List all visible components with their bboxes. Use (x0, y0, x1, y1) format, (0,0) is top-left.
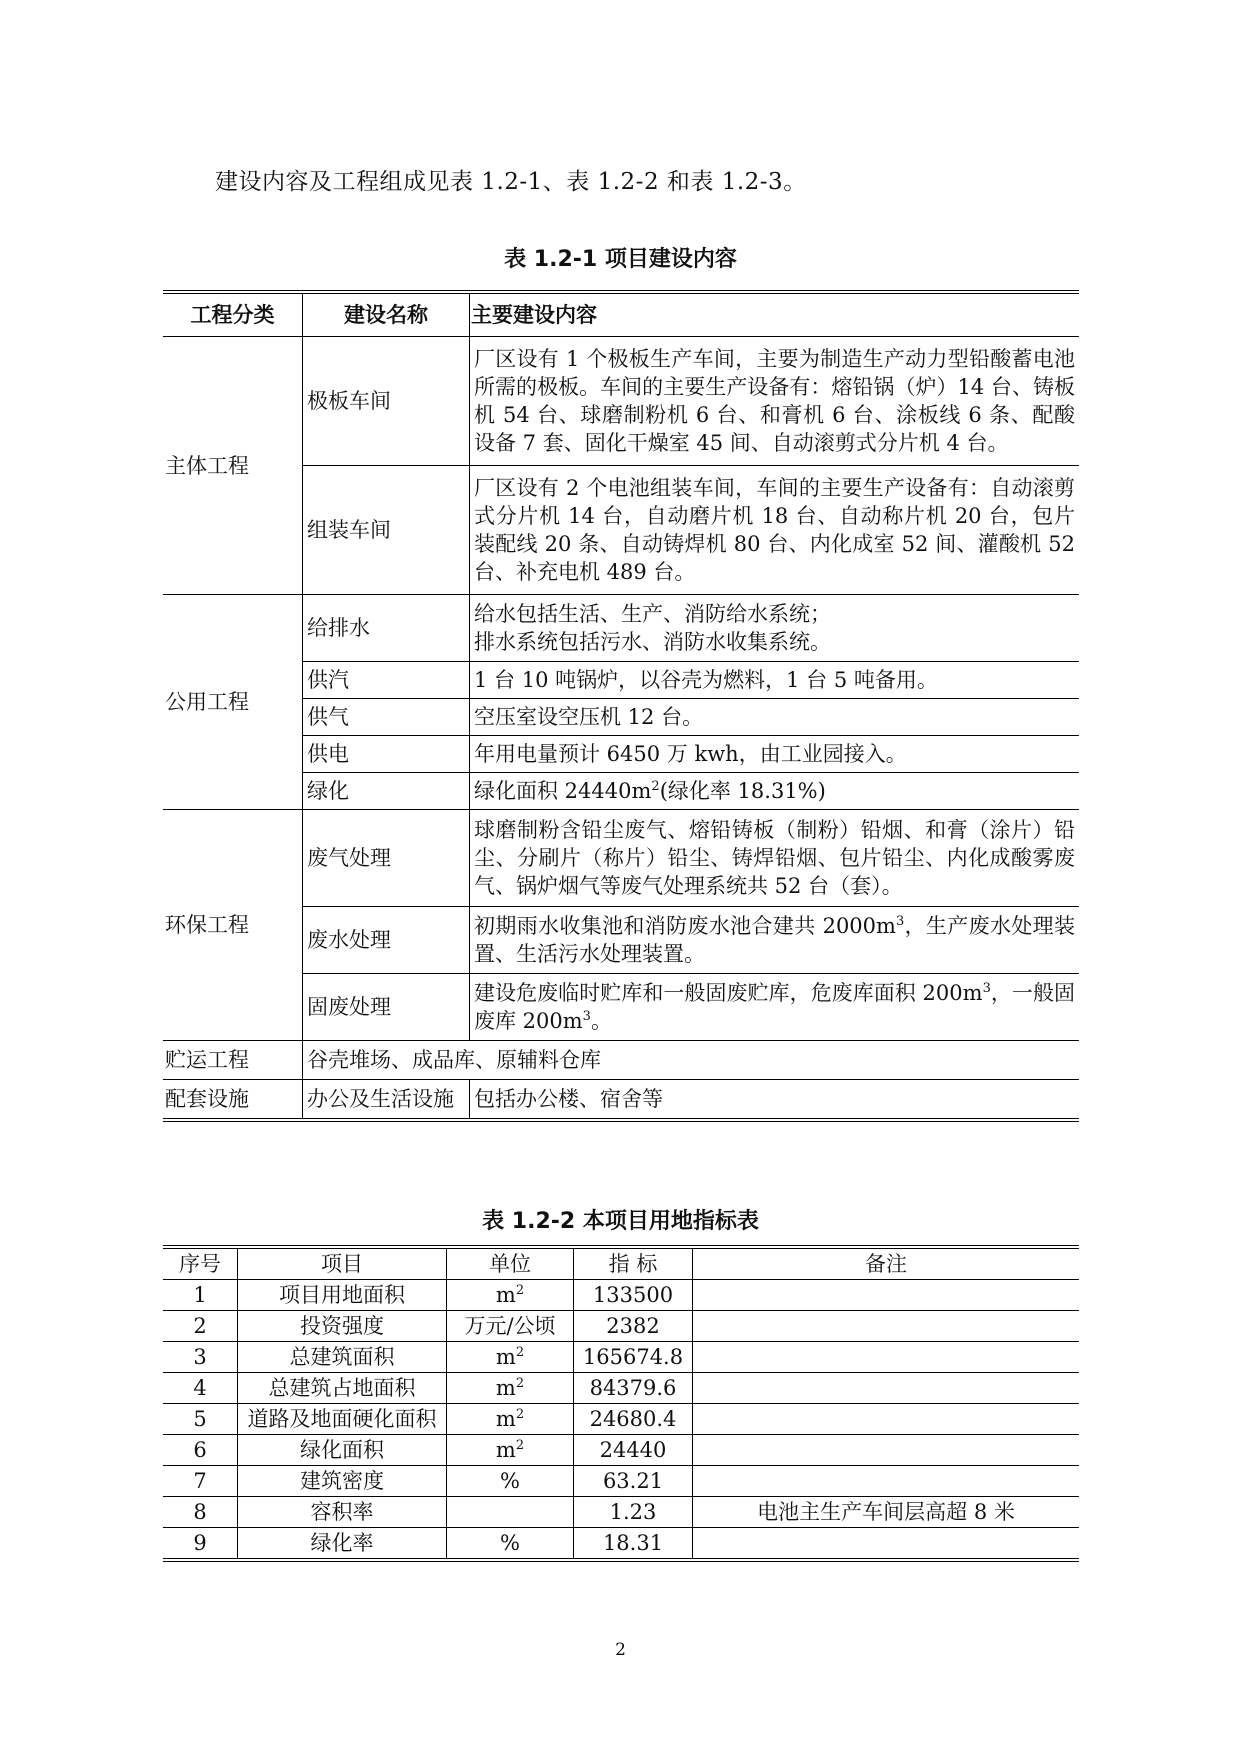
row-name: 谷壳堆场、成品库、原辅料仓库 (303, 1041, 1080, 1080)
row-name: 固废处理 (303, 974, 470, 1041)
table-row (163, 595, 1079, 662)
row-name: 给排水 (303, 595, 470, 662)
cell-no: 2 (163, 1311, 238, 1342)
cell-no: 8 (163, 1497, 238, 1528)
cell-value: 84379.6 (574, 1373, 693, 1404)
cell-unit: $m^2$ (447, 1373, 574, 1404)
cell-item: 投资强度 (238, 1311, 447, 1342)
cell-no: 6 (163, 1435, 238, 1466)
header-no: 序号 (163, 1247, 238, 1280)
cell-value: 18.31 (574, 1528, 693, 1561)
cell-no: 1 (163, 1280, 238, 1311)
header-note: 备注 (693, 1247, 1080, 1280)
row-content: 厂区设有 2 个电池组装车间，车间的主要生产设备有：自动滚剪式分片机 14 台，自动磨片机 18 台、自动称片机 20 台，包片装配线 20 条、自动铸焊机 80 台、内化成室 52 间、灌酸机 52 台、补充电机 489 台。 (470, 466, 1080, 595)
row-content-line: 排水系统包括污水、消防水收集系统。 (474, 630, 831, 654)
cell-item: 道路及地面硬化面积 (238, 1404, 447, 1435)
row-content: 绿化面积 $24440m^2$(绿化率 18.31%) (470, 773, 1080, 810)
row-name: 供气 (303, 699, 470, 736)
cell-note (693, 1311, 1080, 1342)
cell-item: 建筑密度 (238, 1466, 447, 1497)
table-row (163, 1342, 1079, 1373)
header-unit: 单位 (447, 1247, 574, 1280)
cell-item: 项目用地面积 (238, 1280, 447, 1311)
cell-unit (447, 1497, 574, 1528)
table-header-row (163, 1247, 1079, 1280)
table-row (163, 810, 1079, 907)
cell-unit: % (447, 1466, 574, 1497)
row-content: 年用电量预计 6450 万 kwh，由工业园接入。 (470, 736, 1080, 773)
cell-value: 24440 (574, 1435, 693, 1466)
row-content: 球磨制粉含铅尘废气、熔铅铸板（制粉）铅烟、和膏（涂片）铅尘、分刷片（称片）铅尘、铸焊铅烟、包片铅尘、内化成酸雾废气、锅炉烟气等废气处理系统共 52 台（套）。 (470, 810, 1080, 907)
group-support: 配套设施 (163, 1080, 303, 1121)
group-public: 公用工程 (163, 595, 303, 810)
cell-no: 7 (163, 1466, 238, 1497)
cell-item: 总建筑占地面积 (238, 1373, 447, 1404)
group-storage: 贮运工程 (163, 1041, 303, 1080)
cell-no: 5 (163, 1404, 238, 1435)
header-name: 建设名称 (303, 292, 470, 337)
cell-item: 绿化率 (238, 1528, 447, 1561)
row-content: 初期雨水收集池和消防废水池合建共 $2000m^3$，生产废水处理装置、生活污水处理装置。 (470, 907, 1080, 974)
cell-value: 63.21 (574, 1466, 693, 1497)
table-row (163, 1080, 1079, 1121)
table1-caption: 表 1.2-1 项目建设内容 (504, 247, 737, 272)
table-header-row (163, 292, 1079, 337)
cell-note (693, 1435, 1080, 1466)
cell-unit: % (447, 1528, 574, 1561)
cell-value: 1.23 (574, 1497, 693, 1528)
header-value: 指 标 (574, 1247, 693, 1280)
row-content (470, 595, 1080, 662)
table-row (163, 337, 1079, 466)
row-name: 极板车间 (303, 337, 470, 466)
row-name: 供汽 (303, 662, 470, 699)
row-name: 废水处理 (303, 907, 470, 974)
cell-item: 绿化面积 (238, 1435, 447, 1466)
table-row (163, 1404, 1079, 1435)
cell-note (693, 1373, 1080, 1404)
row-content: 空压室设空压机 12 台。 (470, 699, 1080, 736)
cell-note (693, 1280, 1080, 1311)
cell-note (693, 1404, 1080, 1435)
row-content: 包括办公楼、宿舍等 (470, 1080, 1080, 1121)
row-name: 组装车间 (303, 466, 470, 595)
land-use-rows (163, 1280, 1079, 1561)
cell-no: 9 (163, 1528, 238, 1561)
cell-value: 165674.8 (574, 1342, 693, 1373)
row-content-line: 给水包括生活、生产、消防给水系统； (474, 602, 831, 626)
row-name: 办公及生活设施 (303, 1080, 470, 1121)
group-env: 环保工程 (163, 810, 303, 1041)
table-row (163, 1466, 1079, 1497)
row-name: 绿化 (303, 773, 470, 810)
row-name: 废气处理 (303, 810, 470, 907)
cell-no: 4 (163, 1373, 238, 1404)
table-row (163, 1435, 1079, 1466)
header-content: 主要建设内容 (470, 292, 1080, 337)
cell-value: 24680.4 (574, 1404, 693, 1435)
cell-note (693, 1342, 1080, 1373)
row-name: 供电 (303, 736, 470, 773)
cell-unit: 万元/公顷 (447, 1311, 574, 1342)
project-construction-table (163, 290, 1079, 1122)
cell-unit: $m^2$ (447, 1280, 574, 1311)
cell-value: 2382 (574, 1311, 693, 1342)
cell-value: 133500 (574, 1280, 693, 1311)
cell-note: 电池主生产车间层高超 8 米 (693, 1497, 1080, 1528)
table-row (163, 1528, 1079, 1561)
page-number: 2 (615, 1640, 626, 1660)
intro-paragraph: 建设内容及工程组成见表 1.2-1、表 1.2-2 和表 1.2-3。 (215, 169, 807, 195)
group-main: 主体工程 (163, 337, 303, 595)
table-row (163, 1373, 1079, 1404)
cell-no: 3 (163, 1342, 238, 1373)
table-row (163, 1280, 1079, 1311)
header-category: 工程分类 (163, 292, 303, 337)
header-item: 项目 (238, 1247, 447, 1280)
cell-unit: $m^2$ (447, 1342, 574, 1373)
cell-note (693, 1528, 1080, 1561)
cell-note (693, 1466, 1080, 1497)
land-use-index-table (163, 1245, 1079, 1562)
row-content: 厂区设有 1 个极板生产车间，主要为制造生产动力型铅酸蓄电池所需的极板。车间的主要生产设备有：熔铅锅（炉）14 台、铸板机 54 台、球磨制粉机 6 台、和膏机 6 台、涂板线 6 条、配酸设备 7 套、固化干燥室 45 间、自动滚剪式分片机 4 台。 (470, 337, 1080, 466)
table-row (163, 1041, 1079, 1080)
cell-item: 容积率 (238, 1497, 447, 1528)
row-content: 建设危废临时贮库和一般固废贮库，危废库面积 $200m^3$，一般固废库 $200m^3$。 (470, 974, 1080, 1041)
table2-caption: 表 1.2-2 本项目用地指标表 (482, 1209, 759, 1234)
row-content: 1 台 10 吨锅炉，以谷壳为燃料，1 台 5 吨备用。 (470, 662, 1080, 699)
cell-unit: $m^2$ (447, 1435, 574, 1466)
cell-unit: $m^2$ (447, 1404, 574, 1435)
cell-item: 总建筑面积 (238, 1342, 447, 1373)
table-row (163, 1311, 1079, 1342)
table-row (163, 1497, 1079, 1528)
